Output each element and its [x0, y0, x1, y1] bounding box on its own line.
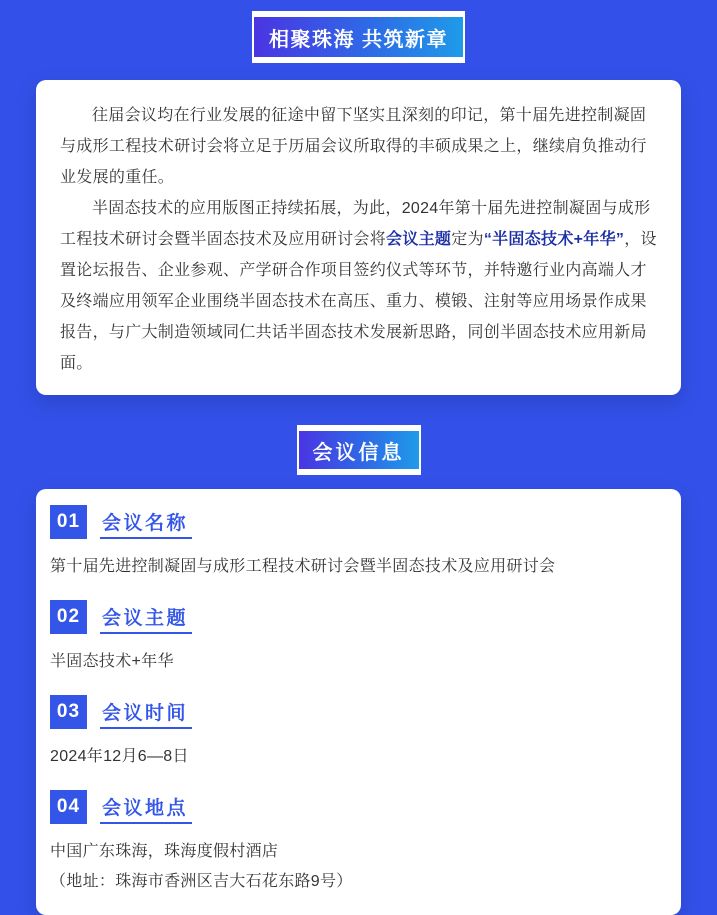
intro-paragraph-2-rest: ，设置论坛报告、企业参观、产学研合作项目签约仪式等环节，并特邀行业内高端人才及终端应用领军企业围绕半固态技术在高压、重力、模锻、注射等应用场景作成果报告，与广大制造领域同仁共话半固态技术发展新思路，同创半固态技术应用新局面。	[60, 231, 657, 372]
section-header	[50, 695, 657, 729]
section-content: 半固态技术+年华	[50, 653, 174, 670]
section-title: 会议时间	[100, 695, 192, 729]
intro-highlight-theme-label: 会议主题	[386, 231, 452, 248]
number-badge: 04	[50, 790, 87, 824]
info-banner-body	[299, 431, 419, 469]
info-card	[36, 489, 681, 915]
number-badge: 01	[50, 505, 87, 539]
section-meeting-theme	[50, 600, 657, 677]
intro-paragraph-2	[60, 193, 657, 379]
intro-highlight-theme-value: “半固态技术+年华”	[483, 231, 625, 248]
section-title: 会议主题	[100, 600, 192, 634]
location-line-2: （地址：珠海市香洲区吉大石花东路9号）	[50, 873, 353, 890]
section-content: 2024年12月6—8日	[50, 748, 189, 765]
section-meeting-time	[50, 695, 657, 772]
hero-banner-title: 相聚珠海 共筑新章	[268, 28, 449, 51]
section-header	[50, 505, 657, 539]
page-background	[0, 11, 717, 915]
intro-paragraph-2-mid: 定为	[451, 231, 484, 248]
section-meeting-name	[50, 505, 657, 582]
section-meeting-location	[50, 790, 657, 897]
section-title: 会议名称	[100, 505, 192, 539]
info-banner	[297, 425, 421, 475]
section-header	[50, 600, 657, 634]
intro-paragraph-1: 往届会议均在行业发展的征途中留下坚实且深刻的印记，第十届先进控制凝固与成形工程技术研讨会将立足于历届会议所取得的丰硕成果之上，继续肩负推动行业发展的重任。	[60, 107, 647, 186]
intro-paragraph-2-text: 半固态技术的应用版图正持续拓展，为此，2024年第十届先进控制凝固与成形工程技术研讨会暨半固态技术及应用研讨会将	[60, 200, 651, 248]
hero-banner-body	[254, 17, 463, 57]
section-header	[50, 790, 657, 824]
number-badge: 02	[50, 600, 87, 634]
section-content	[50, 837, 657, 897]
info-banner-title: 会议信息	[312, 441, 405, 464]
number-badge: 03	[50, 695, 87, 729]
section-title: 会议地点	[100, 790, 192, 824]
section-content: 第十届先进控制凝固与成形工程技术研讨会暨半固态技术及应用研讨会	[50, 558, 556, 575]
hero-banner	[252, 11, 465, 63]
location-line-1: 中国广东珠海，珠海度假村酒店	[50, 843, 279, 860]
intro-card	[36, 80, 681, 395]
